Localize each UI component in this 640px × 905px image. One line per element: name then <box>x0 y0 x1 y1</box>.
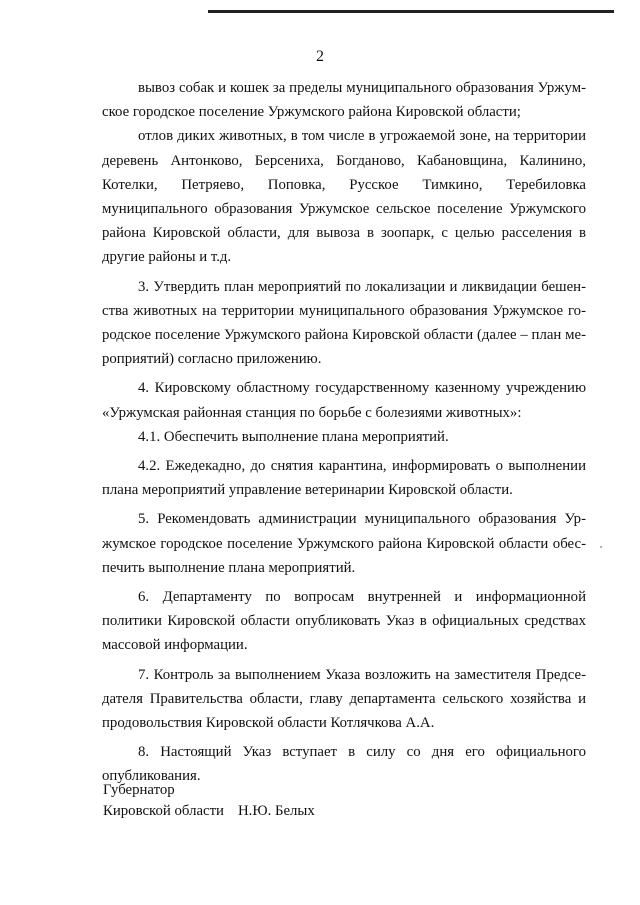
signature-title-line2 <box>103 801 315 822</box>
paragraph-item-4: 4. Кировскому областному государственному казенному учреждению «Уржумская районная станция по борьбе с болезиями животных»: <box>102 380 586 421</box>
header-rule <box>208 10 614 13</box>
signature-block <box>103 780 315 822</box>
signature-name: Н.Ю. Белых <box>237 803 315 819</box>
paragraph-item-6: 6. Департаменту по вопросам внутренней и информационной политики Кировской области опубликовать Указ в официальных средствах массовой информации. <box>102 589 586 654</box>
page-number: 2 <box>316 48 324 65</box>
signature-region: Кировской области <box>103 803 224 819</box>
document-body <box>102 76 586 794</box>
signature-title-line1: Губернатор <box>103 782 175 798</box>
paragraph-item-4-1: 4.1. Обеспечить выполнение плана мероприятий. <box>138 428 449 445</box>
paragraph-item-3: 3. Утвердить план мероприятий по локализации и ликвидации бешенства животных на территории муниципального образования Уржумское городское поселение Уржумского района Кировской области (далее – план мероприятий) согласно приложению. <box>102 278 586 368</box>
paragraph-item-4-2: 4.2. Ежедекадно, до снятия карантина, информировать о выполнении плана мероприятий управление ветеринарии Кировской области. <box>102 458 586 499</box>
paragraph-item-8: 8. Настоящий Указ вступает в силу со дня его официального опубликования. <box>102 744 586 785</box>
paragraph-dogs-cats-removal: вывоз собак и кошек за пределы муниципального образования Уржумское городское поселение Уржумского района Кировской области; <box>102 80 586 121</box>
paragraph-wild-animals-capture: отлов диких животных, в том числе в угрожаемой зоне, на территории деревень Антонково, Берсениха, Богданово, Кабановщина, Калинино, Котелки, Петряево, Поповка, Русское Тимкино, Теребиловка муниципального образования Уржумское сельское поселение Уржумского района Кировской области, для вывоза в зоопарк, с целью расселения в другие районы и т.д. <box>102 128 586 266</box>
paragraph-item-7: 7. Контроль за выполнением Указа возложить на заместителя Председателя Правительства области, главу департамента сельского хозяйства и продовольствия Кировской области Котлячкова А.А. <box>102 666 586 732</box>
scan-speck <box>600 546 602 548</box>
paragraph-item-5: 5. Рекомендовать администрации муниципального образования Уржумское городское поселение Уржумского района Кировской области обеспечить выполнение плана мероприятий. <box>102 511 586 576</box>
